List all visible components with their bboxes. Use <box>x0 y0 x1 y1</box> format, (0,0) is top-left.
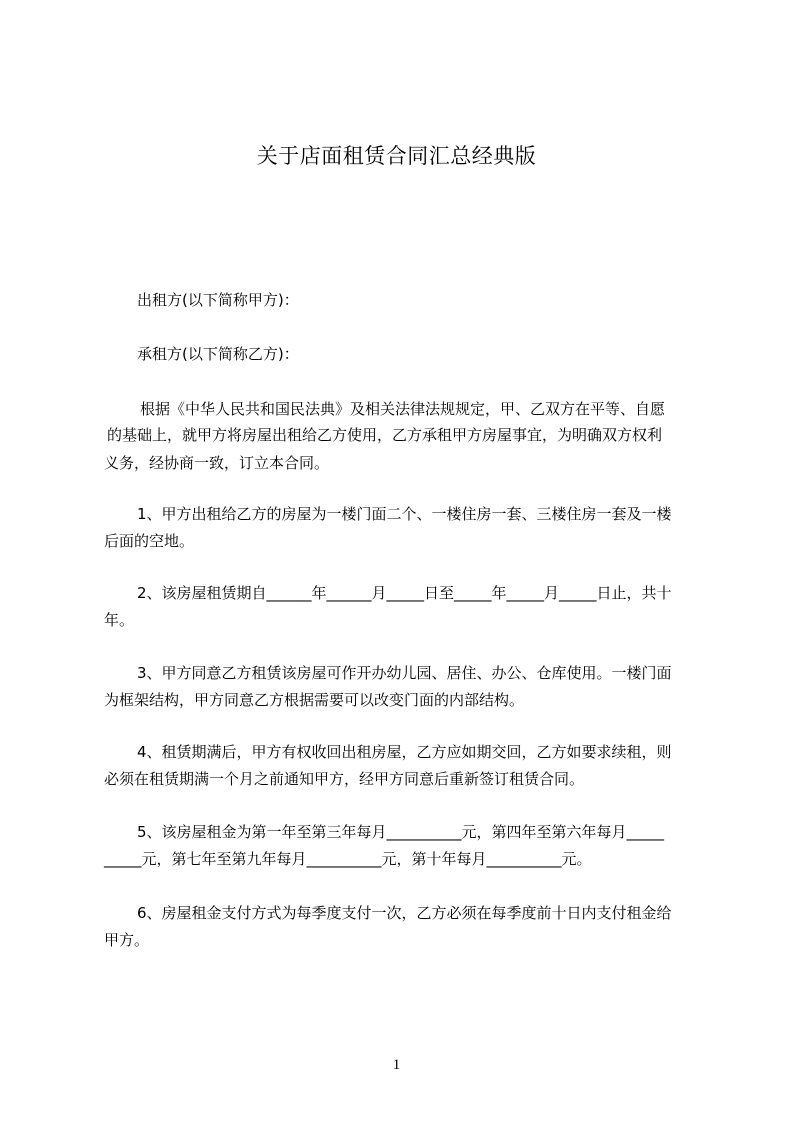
clause-5-line-2: _____元，第七年至第九年每月__________元，第十年每月__________元。 <box>104 850 592 868</box>
clause-6-line-1: 6、房屋租金支付方式为每季度支付一次，乙方必须在每季度前十日内支付租金给 <box>137 904 672 922</box>
lessor-line: 出租方(以下简称甲方)： <box>137 291 299 309</box>
preamble-line-2: 的基础上，就甲方将房屋出租给乙方使用，乙方承租甲方房屋事宜，为明确双方权利 <box>107 426 663 444</box>
clause-2-line-1: 2、该房屋租赁期自______年______月_____日至_____年_____月_____日止，共十 <box>137 584 672 602</box>
clause-1-line-1: 1、甲方出租给乙方的房屋为一楼门面二个、一楼住房一套、三楼住房一套及一楼 <box>137 505 672 523</box>
page-number: 1 <box>392 1057 401 1073</box>
clause-4-line-2: 必须在租赁期满一个月之前通知甲方，经甲方同意后重新签订租赁合同。 <box>104 770 585 788</box>
clause-3-line-1: 3、甲方同意乙方租赁该房屋可作开办幼儿园、居住、办公、仓库使用。一楼门面 <box>137 664 672 682</box>
clause-6-line-2: 甲方。 <box>104 931 150 949</box>
clause-2-line-2: 年。 <box>104 611 135 629</box>
clause-5-line-1: 5、该房屋租金为第一年至第三年每月__________元，第四年至第六年每月_____ <box>137 823 665 841</box>
document-title: 关于店面租赁合同汇总经典版 <box>256 144 537 168</box>
clause-4-line-1: 4、租赁期满后，甲方有权收回出租房屋，乙方应如期交回，乙方如要求续租，则 <box>137 743 672 761</box>
clause-1-line-2: 后面的空地。 <box>104 532 195 550</box>
lessee-line: 承租方(以下简称乙方)： <box>137 345 299 363</box>
preamble-line-1: 根据《中华人民共和国民法典》及相关法律法规规定，甲、乙双方在平等、自愿 <box>140 400 666 418</box>
clause-3-line-2: 为框架结构，甲方同意乙方根据需要可以改变门面的内部结构。 <box>104 691 525 709</box>
preamble-line-3: 义务，经协商一致，订立本合同。 <box>104 454 330 472</box>
